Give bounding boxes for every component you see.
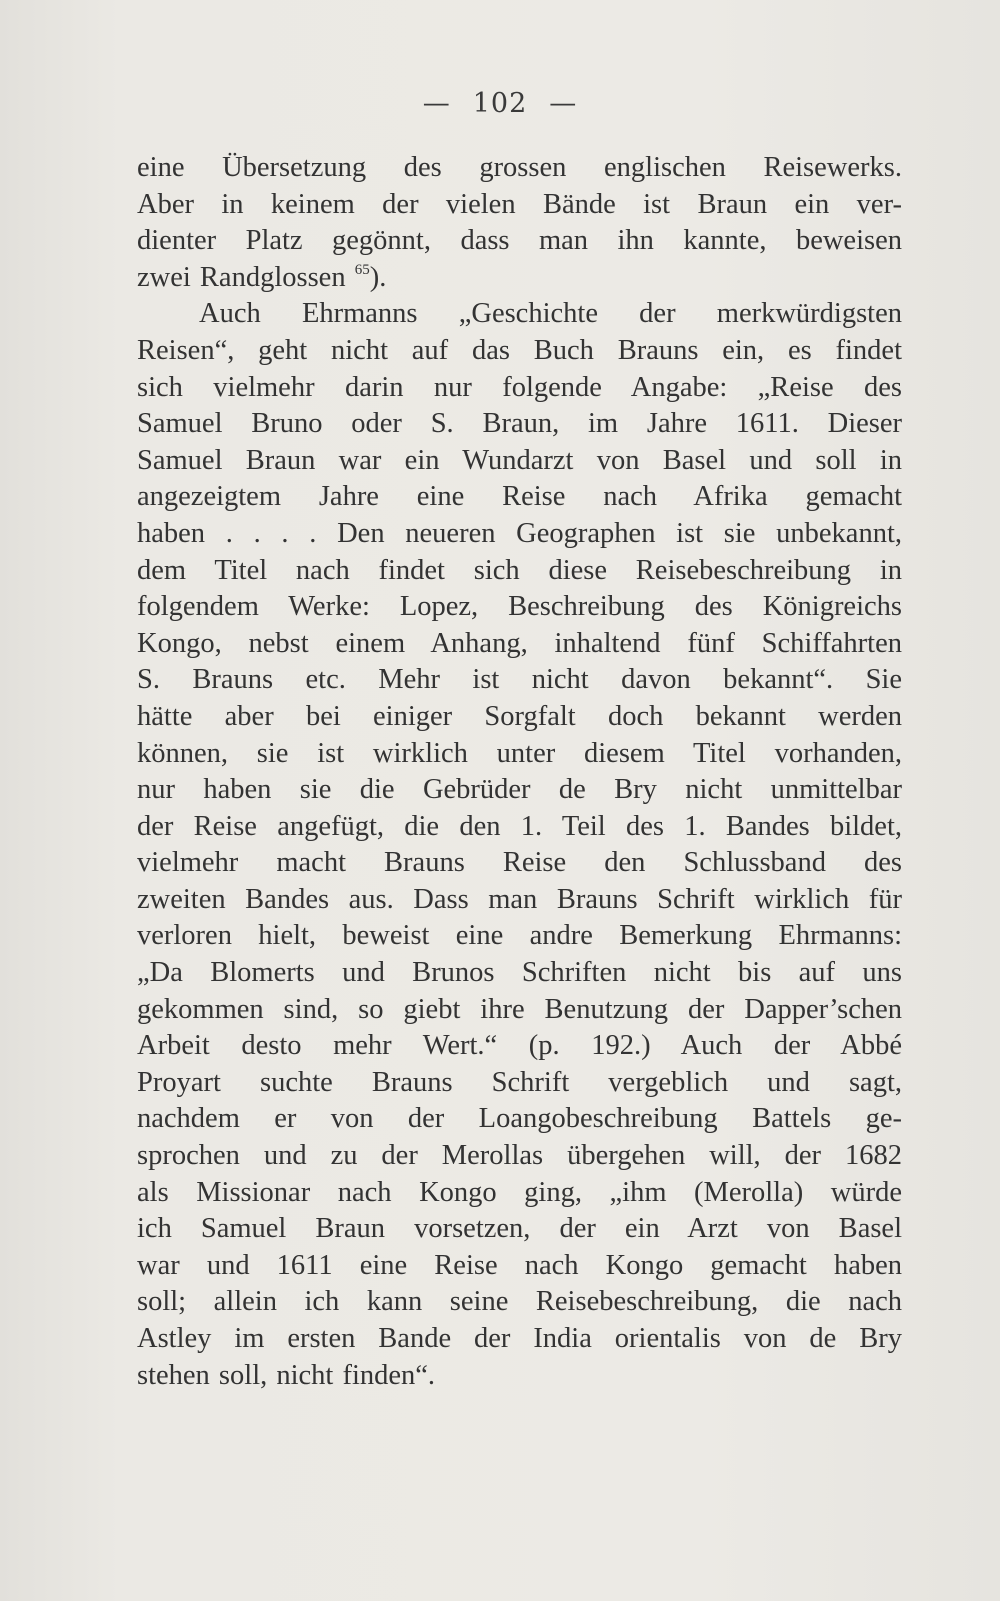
text-line: haben . . . . Den neueren Geographen ist sie unbekannt, [137,517,902,549]
text-line: vielmehr macht Brauns Reise den Schlussband des [137,847,902,879]
text-line: ich Samuel Braun vorsetzen, der ein Arzt von Basel [137,1213,902,1245]
text-line: dem Titel nach findet sich diese Reisebeschreibung in [137,554,902,586]
text-line: nachdem er von der Loangobeschreibung Battels ge- [137,1103,902,1135]
page-number-value: 102 [472,88,528,119]
text-line: gekommen sind, so giebt ihre Benutzung der Dapper’schen [137,993,902,1025]
page-number-dash-right: — [549,88,578,119]
text-line: „Da Blomerts und Brunos Schriften nicht bis auf uns [137,957,902,989]
text-line: angezeigtem Jahre eine Reise nach Afrika gemacht [137,481,902,513]
text-line: war und 1611 eine Reise nach Kongo gemacht haben [137,1249,902,1281]
text-line: soll; allein ich kann seine Reisebeschreibung, die nach [137,1286,902,1318]
text-line: Astley im ersten Bande der India orientalis von de Bry [137,1323,902,1354]
text-line: nur haben sie die Gebrüder de Bry nicht unmittelbar [137,774,902,806]
text-line: Reisen“, geht nicht auf das Buch Brauns ein, es findet [137,334,902,366]
text-line: als Missionar nach Kongo ging, „ihm (Merolla) würde [137,1176,902,1208]
paragraph-end-line: stehen soll, nicht finden“. [137,1359,436,1391]
footnote-tail: ). [369,261,387,293]
text-line: zwei Randglossen [137,261,346,293]
text-line: Arbeit desto mehr Wert.“ (p. 192.) Auch der Abbé [137,1030,902,1062]
text-line: zweiten Bandes aus. Dass man Brauns Schrift wirklich für [137,883,902,915]
text-line: dienter Platz gegönnt, dass man ihn kannte, beweisen [137,225,902,257]
text-line: eine Übersetzung des grossen englischen Reisewerks. [137,152,902,183]
footnote-reference[interactable]: 65 [354,261,370,278]
page-number-dash-left: — [422,88,451,119]
text-line: folgendem Werke: Lopez, Beschreibung des Königreichs [137,591,902,623]
text-line: sprochen und zu der Merollas übergehen will, der 1682 [137,1140,902,1172]
text-line: verloren hielt, beweist eine andre Bemerkung Ehrmanns: [137,920,902,952]
text-line: sich vielmehr darin nur folgende Angabe: „Reise des [137,371,902,403]
text-line-with-footnote [137,260,902,297]
text-line: Proyart suchte Brauns Schrift vergeblich und sagt, [137,1066,902,1098]
text-line: hätte aber bei einiger Sorgfalt doch bekannt werden [137,700,902,732]
body-text [137,150,902,1394]
paragraph-start-line: Auch Ehrmanns „Geschichte der merkwürdigsten [199,298,902,330]
text-line: können, sie ist wirklich unter diesem Titel vorhanden, [137,737,902,769]
page-number [0,88,1000,119]
text-line: Kongo, nebst einem Anhang, inhaltend fünf Schiffahrten [137,627,902,659]
text-line: S. Brauns etc. Mehr ist nicht davon bekannt“. Sie [137,664,902,696]
text-line: Samuel Braun war ein Wundarzt von Basel und soll in [137,444,902,476]
text-line: Aber in keinem der vielen Bände ist Braun ein ver- [137,188,902,220]
text-line: der Reise angefügt, die den 1. Teil des 1. Bandes bildet, [137,810,902,842]
text-line: Samuel Bruno oder S. Braun, im Jahre 1611. Dieser [137,408,902,440]
